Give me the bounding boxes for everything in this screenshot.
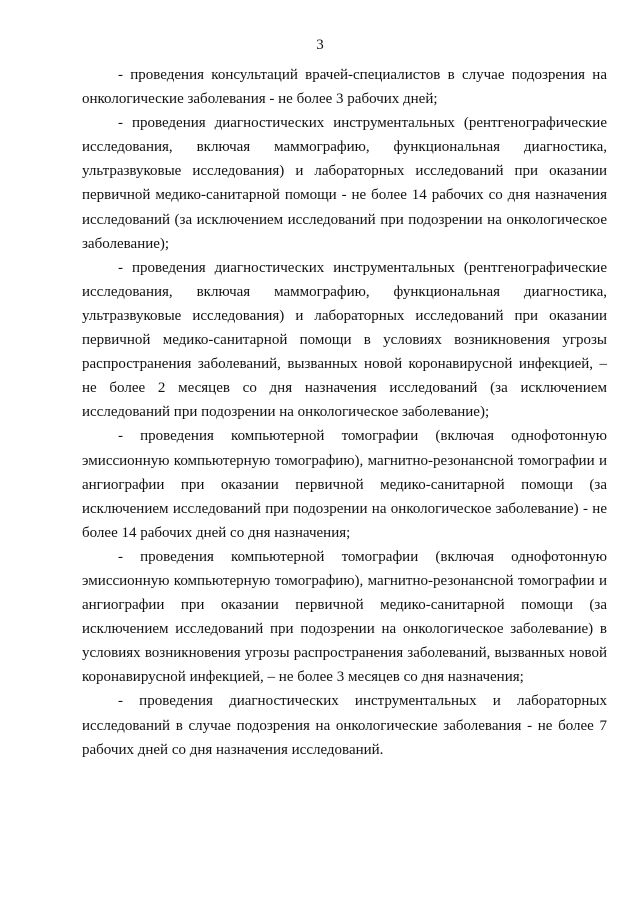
- page-number: 3: [316, 37, 324, 53]
- paragraph-oncology-suspicion: - проведения диагностических инструментальных и лабораторных исследований в случае подозрения на онкологические заболевания - не более 7 рабочих дней со дня назначения исследований.: [82, 693, 607, 758]
- paragraph-consultations: - проведения консультаций врачей-специалистов в случае подозрения на онкологические заболевания - не более 3 рабочих дней;: [82, 67, 607, 108]
- paragraph-tomography-primary: - проведения компьютерной томографии (включая однофотонную эмиссионную компьютерную томографию), магнитно-резонансной томографии и ангиографии при оказании первичной медико-санитарной помощи (за исключением исследований при подозрении на онкологическое заболевание) - не более 14 рабочих дней со дня назначения;: [82, 428, 607, 541]
- paragraph-diagnostics-covid: - проведения диагностических инструментальных (рентгенографические исследования, включая маммографию, функциональная диагностика, ультразвуковые исследования) и лабораторных исследований при оказании первичной медико-санитарной помощи в условиях возникновения угрозы распространения заболеваний, вызванных новой коронавирусной инфекцией, – не более 2 месяцев со дня назначения исследований (за исключением исследований при подозрении на онкологическое заболевание);: [82, 259, 607, 421]
- paragraph-tomography-covid: - проведения компьютерной томографии (включая однофотонную эмиссионную компьютерную томографию), магнитно-резонансной томографии и ангиографии при оказании первичной медико-санитарной помощи (за исключением исследований при подозрении на онкологическое заболевание) в условиях возникновения угрозы распространения заболеваний, вызванных новой коронавирусной инфекцией, – не более 3 месяцев со дня назначения;: [82, 548, 607, 686]
- document-body: [82, 63, 607, 762]
- paragraph-diagnostics-primary: - проведения диагностических инструментальных (рентгенографические исследования, включая маммографию, функциональная диагностика, ультразвуковые исследования) и лабораторных исследований при оказании первичной медико-санитарной помощи - не более 14 рабочих со дня назначения исследований (за исключением исследований при подозрении на онкологическое заболевание);: [82, 115, 607, 252]
